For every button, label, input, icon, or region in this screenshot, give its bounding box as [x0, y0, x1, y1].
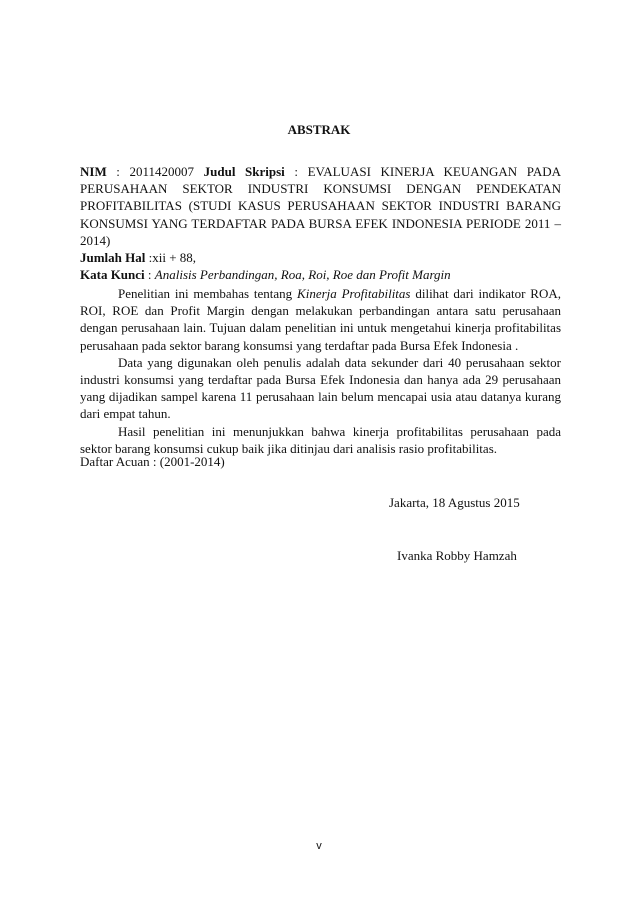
page-number: v: [316, 840, 322, 852]
page-count-value: xii + 88,: [152, 250, 197, 266]
abstract-paragraph-2: Data yang digunakan oleh penulis adalah data sekunder dari 40 perusahaan sektor industri konsumsi yang terdaftar pada Bursa Efek Indonesia dan hanya ada 29 perusahaan yang dijadikan sampel karena 11 perusahaan lain belum mencapai usia atau datanya kurang dari empat tahun.: [80, 354, 561, 422]
page-count-label: Jumlah Hal: [80, 250, 146, 266]
paragraph-1-italic: Kinerja Profitabilitas: [297, 286, 411, 301]
paragraph-1-end: dilihat dari indikator ROA, ROI, ROE dan Profit Margin dengan melakukan perbandingan antara satu perusahaan dengan perusahaan lain. Tujuan dalam penelitian ini untuk mengetahui kinerja profitabilitas perusahaan pada sektor barang konsumsi yang terdaftar pada Bursa Efek Indonesia .: [80, 286, 561, 353]
thesis-title-separator: :: [284, 164, 308, 179]
abstract-body: [80, 285, 561, 457]
page-title: ABSTRAK: [287, 122, 351, 137]
paragraph-1-start: Penelitian ini membahas tentang: [118, 286, 298, 301]
reference-range: Daftar Acuan : (2001-2014): [80, 454, 225, 469]
keywords-line: [80, 266, 561, 283]
thesis-title-label: Judul Skripsi: [203, 164, 285, 179]
page-count-separator: :: [145, 250, 153, 266]
nim-label: NIM: [80, 164, 107, 179]
nim-title-line: [80, 163, 561, 249]
abstract-paragraph-3: Hasil penelitian ini menunjukkan bahwa kinerja profitabilitas perusahaan pada sektor barang konsumsi cukup baik jika ditinjau dari analisis rasio profitabilitas.: [80, 423, 561, 456]
signature-date: Jakarta, 18 Agustus 2015: [389, 495, 520, 510]
thesis-title-value: EVALUASI KINERJA KEUANGAN PADA PERUSAHAAN SEKTOR INDUSTRI KONSUMSI DENGAN PENDEKATAN PROFITABILITAS (STUDI KASUS PERUSAHAAN SEKTOR INDUSTRI BARANG KONSUMSI YANG TERDAFTAR PADA BURSA EFEK INDONESIA PERIODE 2011 – 2014): [80, 164, 561, 248]
keywords-label: Kata Kunci: [80, 267, 145, 283]
signature-name: Ivanka Robby Hamzah: [397, 548, 517, 563]
keywords-value: Analisis Perbandingan, Roa, Roi, Roe dan Profit Margin: [154, 267, 451, 283]
nim-separator: :: [106, 164, 130, 179]
thesis-metadata: [80, 163, 561, 283]
abstract-paragraph-1: [80, 285, 561, 354]
keywords-separator: :: [144, 267, 155, 283]
page-count-line: [80, 249, 561, 266]
nim-value: 2011420007: [129, 164, 195, 179]
